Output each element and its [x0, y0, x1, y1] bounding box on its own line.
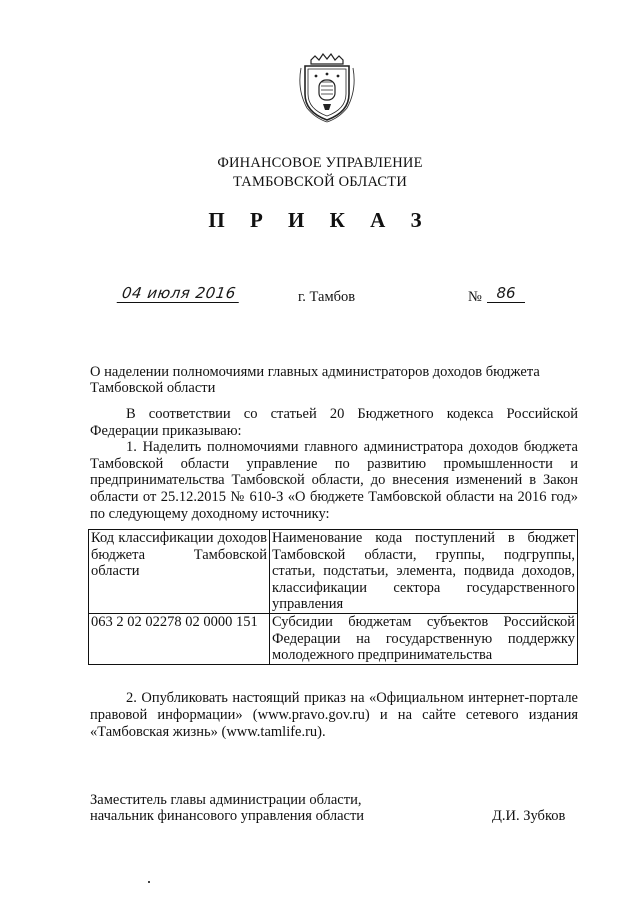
- table-header-code: Код классификации доходов бюджета Тамбовской области: [89, 530, 270, 614]
- signature-position: [90, 792, 364, 824]
- organization-name-line2: ТАМБОВСКОЙ ОБЛАСТИ: [232, 174, 408, 190]
- document-body: [90, 406, 578, 522]
- table-cell-name: Субсидии бюджетам субъектов Российской Федерации на государственную поддержку молодежного предпринимательства: [270, 613, 578, 664]
- document-number: 86: [487, 284, 525, 303]
- document-date: 04 июля 2016: [117, 284, 241, 303]
- signature-position-line1: Заместитель главы администрации области,: [90, 792, 362, 808]
- table-header-row: [89, 530, 578, 614]
- item-2-block: [90, 690, 578, 741]
- item-1-paragraph: 1. Наделить полномочиями главного администратора доходов бюджета Тамбовской области управление по развитию промышленности и предпринимательства Тамбовской области, до внесения изменений в Закон области от 25.12.2015 № 610-З «О бюджете Тамбовской области на 2016 год» по следующему доходному источнику:: [90, 439, 578, 522]
- table-row: [89, 613, 578, 664]
- organization-name-line1: ФИНАНСОВОЕ УПРАВЛЕНИЕ: [217, 155, 423, 171]
- coat-of-arms-emblem: [297, 50, 357, 124]
- signature-position-line2: начальник финансового управления области: [90, 808, 365, 824]
- number-label: №: [468, 289, 482, 305]
- document-title: П Р И К А З: [208, 208, 432, 232]
- table-cell-code: 063 2 02 02278 02 0000 151: [89, 613, 270, 664]
- item-2-paragraph: 2. Опубликовать настоящий приказ на «Официальном интернет-портале правовой информации» (www.pravo.gov.ru) и на сайте сетевого издания «Тамбовская жизнь» (www.tamlife.ru).: [90, 690, 578, 740]
- signatory-name: Д.И. Зубков: [492, 808, 566, 824]
- document-subject: О наделении полномочиями главных администраторов доходов бюджета Тамбовской области: [90, 364, 540, 396]
- table-header-name: Наименование кода поступлений в бюджет Тамбовской области, группы, подгруппы, статьи, подстатьи, элемента, подвида доходов, классификации сектора государственного управления: [270, 530, 578, 614]
- scan-speck: [148, 881, 150, 883]
- document-city: г. Тамбов: [298, 289, 356, 305]
- intro-paragraph: В соответствии со статьей 20 Бюджетного кодекса Российской Федерации приказываю:: [90, 406, 578, 439]
- income-code-table: [88, 529, 578, 665]
